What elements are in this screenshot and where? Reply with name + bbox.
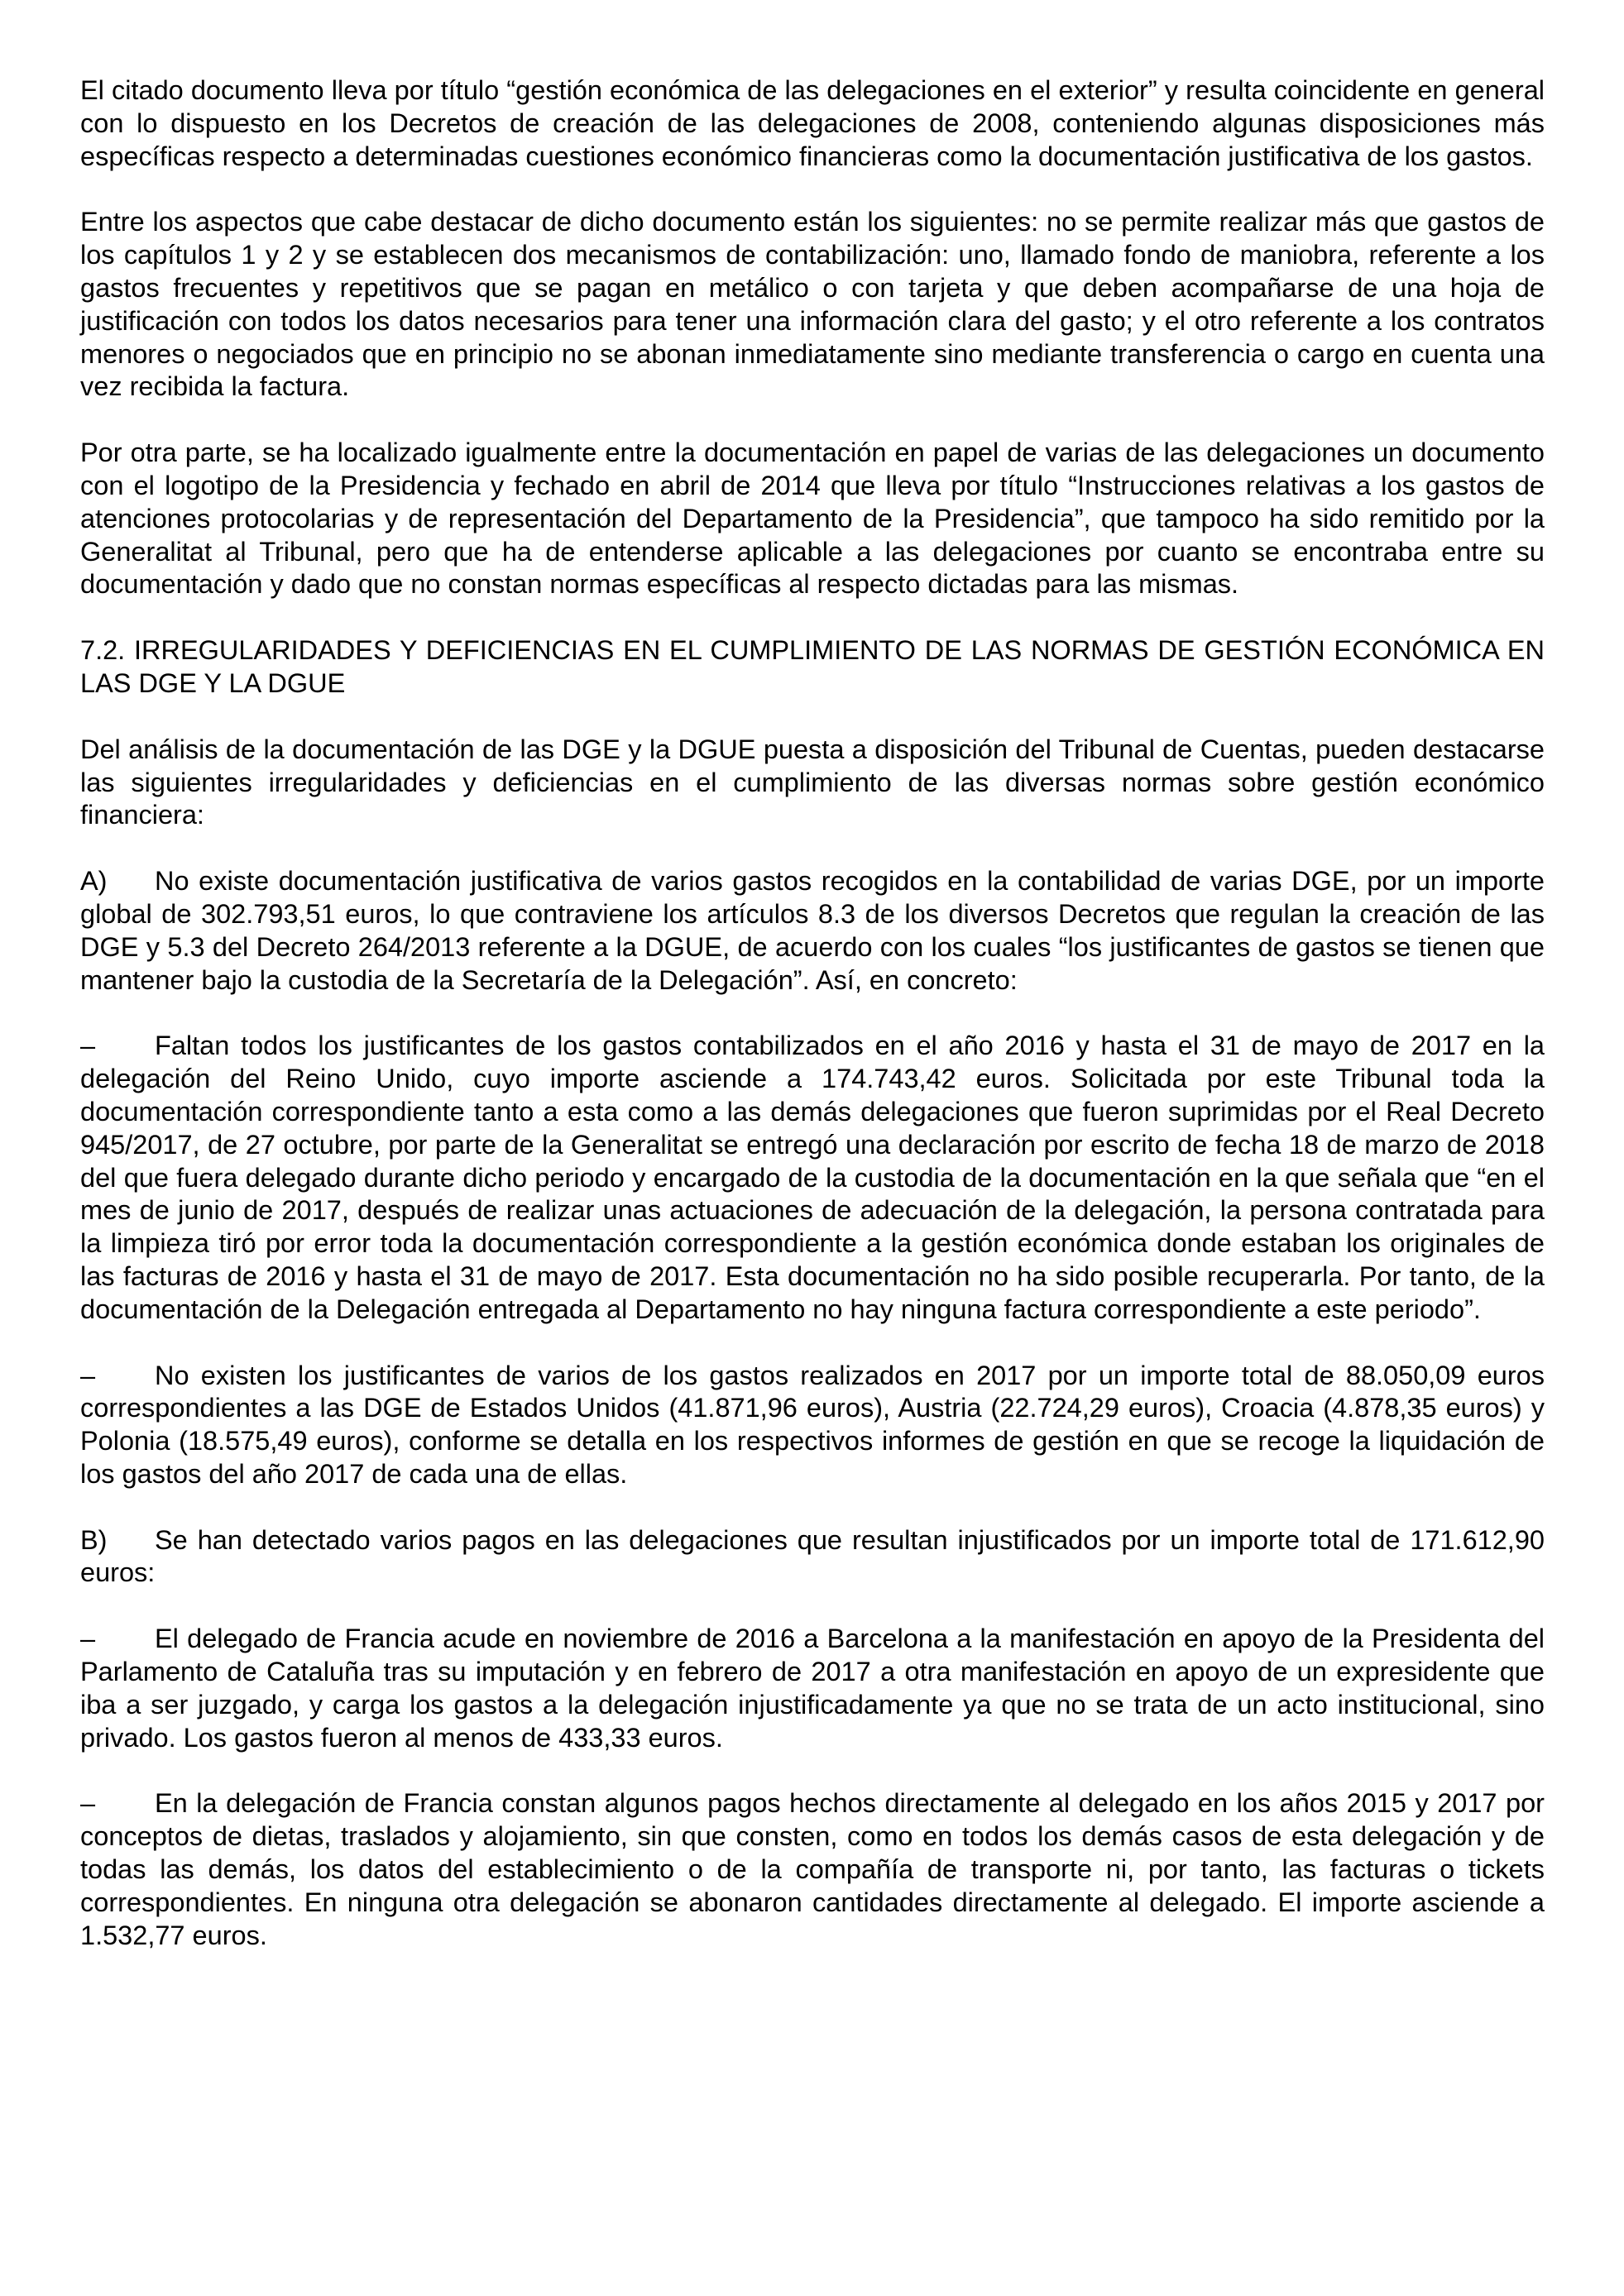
paragraph-analysis-intro: Del análisis de la documentación de las DGE y la DGUE puesta a disposición del Tribunal de Cuentas, pueden destacarse las siguientes irregularidades y deficiencias en el cumplimiento de las diversas normas sobre gestión económico financiera: bbox=[80, 734, 1545, 830]
dash-item-uk-delegation bbox=[80, 1030, 1545, 1326]
item-text-a: No existe documentación justificativa de varios gastos recogidos en la contabilidad de varias DGE, por un importe global de 302.793,51 euros, lo que contraviene los artículos 8.3 de los diversos Decretos que regulan la creación de las DGE y 5.3 del Decreto 264/2013 referente a la DGUE, de acuerdo con los cuales “los justificantes de gastos se tienen que mantener bajo la custodia de la Secretaría de la Delegación”. Así, en concreto: bbox=[80, 866, 1545, 995]
item-text-b: Se han detectado varios pagos en las delegaciones que resultan injustificados por un importe total de 171.612,90 euros: bbox=[80, 1524, 1545, 1588]
dash-marker: – bbox=[80, 1624, 96, 1654]
dash-text: El delegado de Francia acude en noviembre de 2016 a Barcelona a la manifestación en apoyo de la Presidenta del Parlamento de Cataluña tras su imputación y en febrero de 2017 a otra manifestación en apoyo de un expresidente que iba a ser juzgado, y carga los gastos a la delegación injustificadamente ya que no se trata de un acto institucional, sino privado. Los gastos fueron al menos de 433,33 euros. bbox=[80, 1624, 1545, 1753]
section-heading: 7.2. IRREGULARIDADES Y DEFICIENCIAS EN EL CUMPLIMIENTO DE LAS NORMAS DE GESTIÓN ECONÓMICA EN LAS DGE Y LA DGUE bbox=[80, 635, 1545, 698]
document-page bbox=[80, 74, 1545, 1985]
dash-item-2017-expenses bbox=[80, 1360, 1545, 1491]
paragraph-presidency-instructions: Por otra parte, se ha localizado igualmente entre la documentación en papel de varias de las delegaciones un documento con el logotipo de la Presidencia y fechado en abril de 2014 que lleva por título “Instrucciones relativas a los gastos de atenciones protocolarias y de representación del Departamento de la Presidencia”, que tampoco ha sido remitido por la Generalitat al Tribunal, pero que ha de entenderse aplicable a las delegaciones por cuanto se encontraba entre su documentación y dado que no constan normas específicas al respecto dictadas para las mismas. bbox=[80, 438, 1545, 600]
paragraph-document-title: El citado documento lleva por título “gestión económica de las delegaciones en el exterior” y resulta coincidente en general con lo dispuesto en los Decretos de creación de las delegaciones de 2008, conteniendo algunas disposiciones más específicas respecto a determinadas cuestiones económico financieras como la documentación justificativa de los gastos. bbox=[80, 75, 1545, 171]
dash-text: Faltan todos los justificantes de los gastos contabilizados en el año 2016 y hasta el 31 de mayo de 2017 en la delegación del Reino Unido, cuyo importe asciende a 174.743,42 euros. Solicitada por este Tribunal toda la documentación correspondiente tanto a esta como a las demás delegaciones que fueron suprimidas por el Real Decreto 945/2017, de 27 octubre, por parte de la Generalitat se entregó una declaración por escrito de fecha 18 de marzo de 2018 del que fuera delegado durante dicho periodo y encargado de la custodia de la documentación en la que señala que “en el mes de junio de 2017, después de realizar unas actuaciones de adecuación de la delegación, la persona contratada para la limpieza tiró por error toda la documentación correspondiente a la gestión económica donde estaban los originales de las facturas de 2016 y hasta el 31 de mayo de 2017. Esta documentación no ha sido posible recuperarla. Por tanto, de la documentación de la Delegación entregada al Departamento no hay ninguna factura correspondiente a este periodo”. bbox=[80, 1031, 1545, 1324]
item-marker-b: B) bbox=[80, 1524, 108, 1555]
dash-marker: – bbox=[80, 1360, 96, 1390]
dash-marker: – bbox=[80, 1788, 96, 1819]
paragraph-document-aspects: Entre los aspectos que cabe destacar de dicho documento están los siguientes: no se permite realizar más que gastos de los capítulos 1 y 2 y se establecen dos mecanismos de contabilización: uno, llamado fondo de maniobra, referente a los gastos frecuentes y repetitivos que se pagan en metálico o con tarjeta y que deben acompañarse de una hoja de justificación con todos los datos necesarios para tener una información clara del gasto; y el otro referente a los contratos menores o negociados que en principio no se abonan inmediatamente sino mediante transferencia o cargo en cuenta una vez recibida la factura. bbox=[80, 207, 1545, 402]
dash-text: En la delegación de Francia constan algunos pagos hechos directamente al delegado en los años 2015 y 2017 por conceptos de dietas, traslados y alojamiento, sin que consten, como en todos los demás casos de esta delegación y de todas las demás, los datos del establecimiento o de la compañía de transporte ni, por tanto, las facturas o tickets correspondientes. En ninguna otra delegación se abonaron cantidades directamente al delegado. El importe asciende a 1.532,77 euros. bbox=[80, 1788, 1545, 1950]
item-marker-a: A) bbox=[80, 866, 108, 897]
dash-item-france-demonstrations bbox=[80, 1623, 1545, 1754]
dash-marker: – bbox=[80, 1031, 96, 1061]
list-item-a bbox=[80, 865, 1545, 997]
dash-item-france-direct-payments bbox=[80, 1787, 1545, 1952]
list-item-b bbox=[80, 1524, 1545, 1590]
dash-text: No existen los justificantes de varios de los gastos realizados en 2017 por un importe total de 88.050,09 euros correspondientes a las DGE de Estados Unidos (41.871,96 euros), Austria (22.724,29 euros), Croacia (4.878,35 euros) y Polonia (18.575,49 euros), conforme se detalla en los respectivos informes de gestión en que se recoge la liquidación de los gastos del año 2017 de cada una de ellas. bbox=[80, 1360, 1545, 1489]
